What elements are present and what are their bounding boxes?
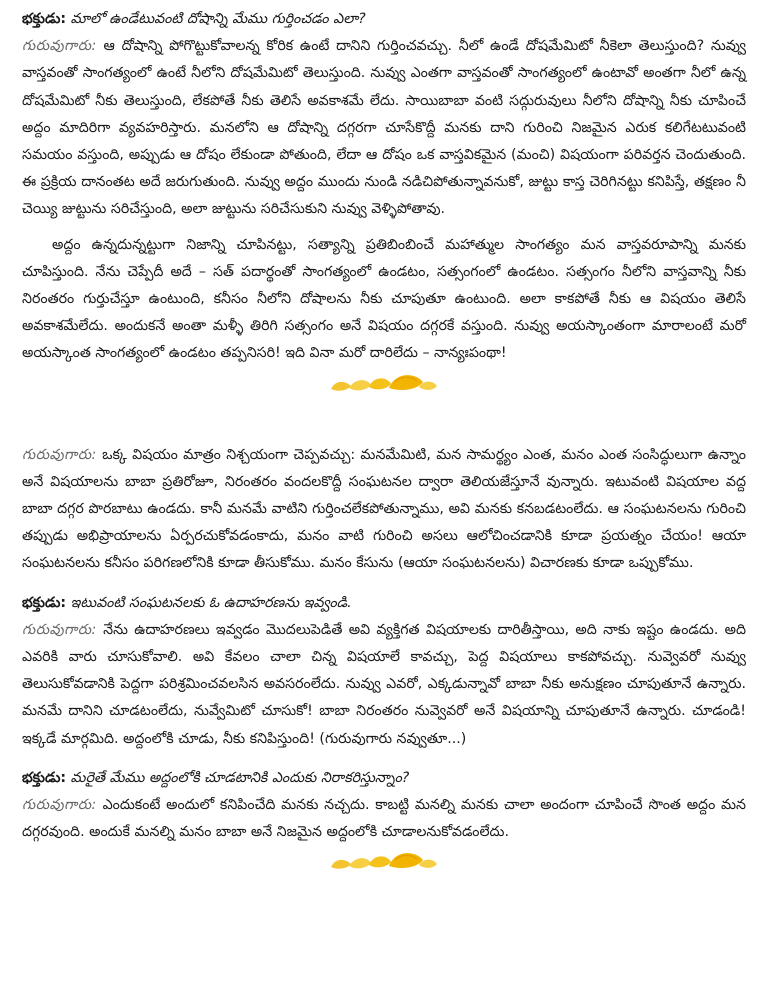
question-text: ఇటువంటి సంఘటనలకు ఓ ఉదాహరణను ఇవ్వండి. [66,594,352,611]
qa-block-4 [22,765,746,847]
answer-paragraph [22,617,746,753]
question-line [22,765,746,792]
answer-text: ఒక్క విషయం మాత్రం నిశ్చయంగా చెప్పవచ్చు: మనమేమిటి, మన సామర్థ్యం ఎంత, మనం ఎంత సంసిద్ధులుగా ఉన్నాం అనే విషయాలను బాబా ప్రతిరోజూ, నిరంతరం వందలకొద్దీ సంఘటనల ద్వారా తెలియజేస్తూనే వున్నారు. ఇటువంటి విషయాల వద్ద బాబా దగ్గర పొరబాటు ఉండదు. కానీ మనమే వాటిని గుర్తించలేకపోతున్నాము, అవి మనకు కనబడటంలేదు. ఆ సంఘటనలను గురించి తప్పుడు అభిప్రాయాలను ఏర్పరచుకోవడంకాదు, మనం వాటి గురించి అసలు ఆలోచించడానికి కూడా ప్రయత్నం చేయం! ఆయా సంఘటనలను కనీసం పరిగణలోనికి కూడా తీసుకోము. మనం కేసును (ఆయా సంఘటనలను) విచారణకు కూడా ఒప్పుకోము. [22,446,746,572]
flower-petals-divider-icon [329,848,439,878]
qa-block-1 [22,6,746,368]
answer-text: నేను ఉదాహరణలు ఇవ్వడం మొదలుపెడితే అవి వ్యక్తిగత విషయాలకు దారితీస్తాయి, అది నాకు ఇష్టం ఉండదు. అది ఎవరికి వారు చూసుకోవాలి. అవి కేవలం చాలా చిన్న విషయాలే కావచ్చు, పెద్ద విషయాలు కాకపోవచ్చు. నువ్వెవరో నువ్వు తెలుసుకోవడానికి పెద్దగా పరిశ్రమించవలసిన అవసరంలేదు. నువ్వు ఎవరో, ఎక్కడున్నావో బాబా నీకు అనుక్షణం చూపుతూనే ఉన్నారు. మనమే దానిని చూడటంలేదు, నువ్వేమిటో చూసుకో! బాబా నిరంతరం నువ్వెవరో అనే విషయాన్ని చూపుతూనే ఉన్నారు. చూడండి! ఇక్కడే మార్గమిది. అద్దంలోకి చూడు, నీకు కనిపిస్తుంది! (గురువుగారు నవ్వుతూ...) [22,621,746,747]
qa-block-3 [22,590,746,753]
guru-label: గురువుగారు: [22,38,97,55]
answer-paragraph [22,33,746,223]
answer-paragraph [22,792,746,846]
qa-block-2 [22,442,746,578]
question-text: మాలో ఉండేటువంటి దోషాన్ని మేము గుర్తించడం ఎలా? [66,11,366,27]
devotee-label: భక్తుడు: [22,11,67,27]
answer-text: ఆ దోషాన్ని పోగొట్టుకోవాలన్న కోరిక ఉంటే దానిని గుర్తించవచ్చు. నీలో ఉండే దోషమేమిటో నీకెలా తెలుస్తుంది? నువ్వు వాస్తవంతో సాంగత్యంలో ఉంటే నీలోని దోషమేమిటో తెలుస్తుంది. నువ్వు ఎంతగా వాస్తవంతో సాంగత్యంలో ఉంటావో అంతగా నీలో ఉన్న దోషమేమిటో నీకు తెలుస్తుంది, లేకపోతే నీకు తెలిసే అవకాశమే లేదు. సాయిబాబా వంటి సద్గురువులు నీలోని దోషాన్ని నీకు చూపించే అద్దం మాదిరిగా వ్యవహరిస్తారు. మనలోని ఆ దోషాన్ని దగ్గరగా చూసేకొద్దీ మనకు దాని గురించి నిజమైన ఎరుక కలిగేటటువంటి సమయం వస్తుంది, అప్పుడు ఆ దోషం లేకుండా పోతుంది, లేదా ఆ దోషం ఒక వాస్తవికమైన (మంచి) విషయంగా పరివర్తన చెందుతుంది. ఈ ప్రక్రియ దానంతట అదే జరుగుతుంది. నువ్వు అద్దం ముందు నుండి నడిచిపోతున్నావనుకో, జుట్టు కాస్త చెరిగినట్టు కనిపిస్తే, తక్షణం నీ చెయ్యి జుట్టును సరిచేస్తుంది, అలా జుట్టును సరిచేసుకుని నువ్వు వెళ్ళిపోతావు. [22,38,746,218]
devotee-label: భక్తుడు: [22,769,67,786]
flower-petals-divider-icon [329,370,439,400]
ornament-divider [22,368,746,402]
guru-label: గురువుగారు: [22,446,97,463]
answer-paragraph-2: అద్దం ఉన్నదున్నట్టుగా నిజాన్ని చూపినట్టు, సత్యాన్ని ప్రతిబింబించే మహాత్ముల సాంగత్యం మన వాస్తవరూపాన్ని మనకు చూపిస్తుంది. నేను చెప్పేదీ అదే – సత్ పదార్థంతో సాంగత్యంలో ఉండటం, సత్సంగంలో ఉండటం. సత్సంగం నీలోని వాస్తవాన్ని నీకు నిరంతరం గుర్తుచేస్తూ ఉంటుంది, కనీసం నీలోని దోషాలను నీకు చూపుతూ ఉంటుంది. అలా కాకపోతే నీకు ఆ విషయం తెలిసే అవకాశమేలేదు. అందుకనే అంతా మళ్ళీ తిరిగి సత్సంగం అనే విషయం దగ్గరకే వస్తుంది. నువ్వు అయస్కాంతంగా మారాలంటే మరో అయస్కాంత సాంగత్యంలో ఉండటం తప్పనిసరి! ఇది వినా మరో దారిలేదు – నాన్యఃపంథా! [22,236,746,362]
question-line [22,590,746,617]
ornament-divider-bottom [22,846,746,880]
guru-label: గురువుగారు: [22,797,97,814]
question-text: మరైతే మేము అద్దంలోకి చూడటానికి ఎందుకు నిరాకరిస్తున్నాం? [66,769,410,786]
question-line [22,6,746,33]
guru-label: గురువుగారు: [22,621,97,638]
answer-text: ఎందుకంటే అందులో కనిపించేది మనకు నచ్చదు. కాబట్టి మనల్ని మనకు చాలా అందంగా చూపించే సొంత అద్దం మన దగ్గరవుంది. అందుకే మనల్ని మనం బాబా అనే నిజమైన అద్దంలోకి చూడాలనుకోవడంలేదు. [22,797,746,841]
devotee-label: భక్తుడు: [22,594,67,611]
answer-paragraph [22,442,746,578]
